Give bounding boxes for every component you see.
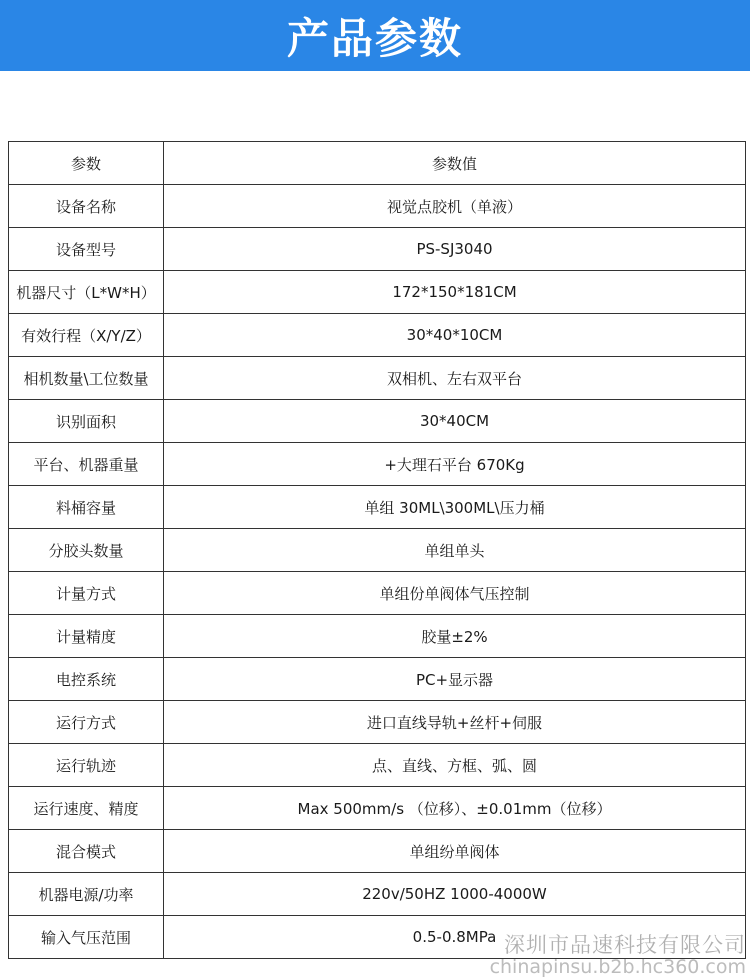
table-row xyxy=(9,916,746,959)
watermark-url: chinapinsu.b2b.hc360.com xyxy=(489,956,746,978)
table-row xyxy=(9,314,746,357)
param-value: 点、直线、方框、弧、圆 xyxy=(164,744,746,787)
page-title: 产品参数 xyxy=(286,13,463,63)
param-name: 计量精度 xyxy=(9,615,164,658)
param-name: 平台、机器重量 xyxy=(9,443,164,486)
table-row xyxy=(9,615,746,658)
param-name: 识别面积 xyxy=(9,400,164,443)
table-row xyxy=(9,873,746,916)
param-name: 电控系统 xyxy=(9,658,164,701)
param-name: 计量方式 xyxy=(9,572,164,615)
param-name: 相机数量\工位数量 xyxy=(9,357,164,400)
param-value: 双相机、左右双平台 xyxy=(164,357,746,400)
param-value: PC+显示器 xyxy=(164,658,746,701)
table-row xyxy=(9,185,746,228)
table-row xyxy=(9,443,746,486)
table-row xyxy=(9,486,746,529)
table-row xyxy=(9,529,746,572)
param-name: 机器电源/功率 xyxy=(9,873,164,916)
table-row xyxy=(9,830,746,873)
param-value: 单组 30ML\300ML\压力桶 xyxy=(164,486,746,529)
param-name: 设备型号 xyxy=(9,228,164,271)
param-name: 料桶容量 xyxy=(9,486,164,529)
param-name: 设备名称 xyxy=(9,185,164,228)
column-header-value: 参数值 xyxy=(164,142,746,185)
table-row xyxy=(9,744,746,787)
param-value: 172*150*181CM xyxy=(164,271,746,314)
param-value: PS-SJ3040 xyxy=(164,228,746,271)
param-name: 输入气压范围 xyxy=(9,916,164,959)
header-banner xyxy=(0,0,750,71)
table-row xyxy=(9,228,746,271)
table-row xyxy=(9,658,746,701)
param-value: Max 500mm/s （位移）、±0.01mm（位移） xyxy=(164,787,746,830)
param-value: 单组单头 xyxy=(164,529,746,572)
param-name: 有效行程（X/Y/Z） xyxy=(9,314,164,357)
param-name: 混合模式 xyxy=(9,830,164,873)
table-row xyxy=(9,271,746,314)
param-name: 运行方式 xyxy=(9,701,164,744)
table-row xyxy=(9,400,746,443)
param-value: 胶量±2% xyxy=(164,615,746,658)
param-name: 运行轨迹 xyxy=(9,744,164,787)
param-name: 分胶头数量 xyxy=(9,529,164,572)
watermark-company: 深圳市品速科技有限公司 xyxy=(504,933,746,957)
column-header-param: 参数 xyxy=(9,142,164,185)
param-value: +大理石平台 670Kg xyxy=(164,443,746,486)
param-value: 30*40*10CM xyxy=(164,314,746,357)
param-value: 0.5-0.8MPa xyxy=(164,916,746,959)
table-row xyxy=(9,572,746,615)
spec-table xyxy=(8,141,746,959)
param-value: 30*40CM xyxy=(164,400,746,443)
param-value: 视觉点胶机（单液） xyxy=(164,185,746,228)
param-name: 机器尺寸（L*W*H） xyxy=(9,271,164,314)
table-row xyxy=(9,701,746,744)
table-row xyxy=(9,357,746,400)
param-value: 单组份单阀体气压控制 xyxy=(164,572,746,615)
param-value: 进口直线导轨+丝杆+伺服 xyxy=(164,701,746,744)
table-header-row xyxy=(9,142,746,185)
param-value: 单组纷单阀体 xyxy=(164,830,746,873)
table-row xyxy=(9,787,746,830)
param-name: 运行速度、精度 xyxy=(9,787,164,830)
param-value: 220v/50HZ 1000-4000W xyxy=(164,873,746,916)
